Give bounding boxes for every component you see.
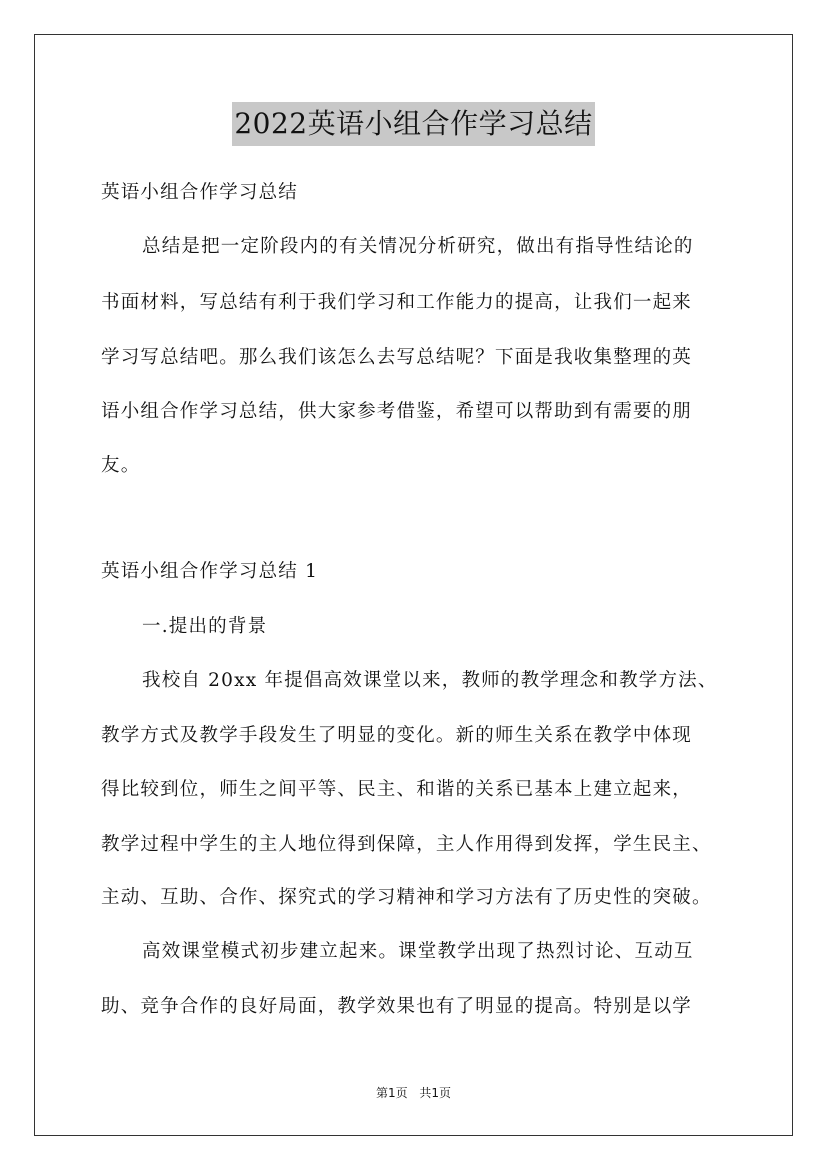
paragraph-line: 得比较到位，师生之间平等、民主、和谐的关系已基本上建立起来， — [101, 779, 693, 800]
intro-line: 书面材料，写总结有利于我们学习和工作能力的提高，让我们一起来 — [101, 292, 693, 313]
intro-line: 总结是把一定阶段内的有关情况分析研究，做出有指导性结论的 — [142, 236, 694, 257]
paragraph-line: 我校自 20xx 年提倡高效课堂以来，教师的教学理念和教学方法、 — [142, 670, 718, 691]
paragraph-line: 教学方式及教学手段发生了明显的变化。新的师生关系在教学中体现 — [101, 725, 693, 746]
paragraph-line: 教学过程中学生的主人地位得到保障，主人作用得到发挥，学生民主、 — [101, 834, 712, 855]
page-footer — [0, 1084, 827, 1101]
document-title: 2022英语小组合作学习总结 — [232, 102, 594, 146]
intro-line: 语小组合作学习总结，供大家参考借鉴，希望可以帮助到有需要的朋 — [101, 401, 693, 422]
document-title-wrap — [0, 102, 827, 146]
paragraph-line: 主动、互助、合作、探究式的学习精神和学习方法有了历史性的突破。 — [101, 887, 712, 908]
intro-line: 友。 — [101, 455, 141, 476]
page-total: 共1页 — [419, 1086, 452, 1100]
subsection-heading: 一.提出的背景 — [142, 616, 268, 637]
document-subtitle: 英语小组合作学习总结 — [101, 182, 299, 203]
intro-line: 学习写总结吧。那么我们该怎么去写总结呢？下面是我收集整理的英 — [101, 347, 693, 368]
paragraph-line: 助、竞争合作的良好局面，教学效果也有了明显的提高。特别是以学 — [101, 996, 693, 1017]
section-heading: 英语小组合作学习总结 1 — [101, 561, 319, 582]
page-number: 第1页 — [375, 1086, 408, 1100]
paragraph-line: 高效课堂模式初步建立起来。课堂教学出现了热烈讨论、互动互 — [142, 941, 694, 962]
